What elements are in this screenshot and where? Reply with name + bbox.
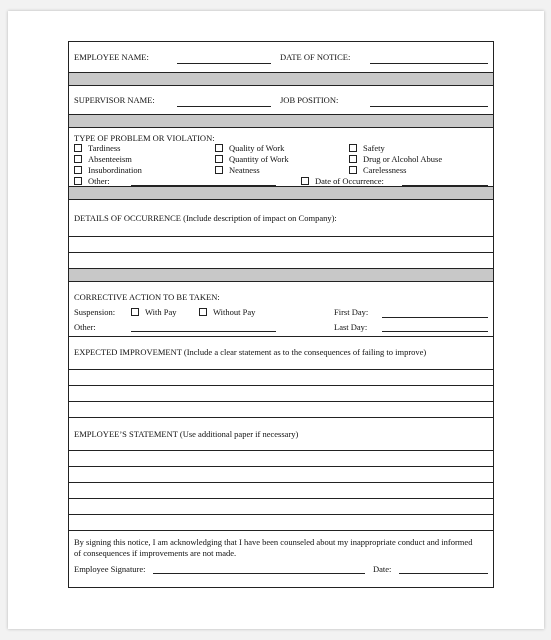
checkbox-icon [215,166,223,174]
details-line[interactable] [69,237,493,253]
supervisor-name-label: SUPERVISOR NAME: [74,95,155,105]
checkbox-quality-of-work[interactable] [215,143,284,153]
checkbox-icon [215,144,223,152]
checkbox-without-pay[interactable] [199,307,255,317]
first-day-label: First Day: [334,307,369,317]
section-divider [69,115,493,128]
problem-type-section [69,128,493,187]
statement-section [69,418,493,451]
checkbox-label: Drug or Alcohol Abuse [363,154,443,164]
checkbox-neatness[interactable] [215,165,260,175]
document-page [8,11,544,629]
checkbox-icon [301,177,309,185]
employee-signature-label: Employee Signature: [74,564,146,574]
suspension-label: Suspension: [74,307,116,317]
statement-line[interactable] [69,499,493,515]
section-divider [69,73,493,86]
signature-section [69,531,493,587]
last-day-label: Last Day: [334,322,368,332]
date-of-occurrence-field[interactable] [402,185,488,186]
checkbox-label: Quality of Work [229,143,285,153]
checkbox-icon [199,308,207,316]
statement-line[interactable] [69,483,493,499]
section-divider [69,269,493,282]
checkbox-tardiness[interactable] [74,143,120,153]
supervisor-name-field[interactable] [177,106,271,107]
checkbox-label: Insubordination [88,165,142,175]
problem-type-title: TYPE OF PROBLEM OR VIOLATION: [74,133,215,143]
checkbox-label: Quantity of Work [229,154,289,164]
checkbox-icon [74,155,82,163]
checkbox-icon [349,166,357,174]
signature-date-field[interactable] [399,573,488,574]
checkbox-other[interactable] [74,176,110,186]
improvement-title: EXPECTED IMPROVEMENT (Include a clear statement as to the consequences of failing to improve) [74,347,427,357]
date-of-notice-label: DATE OF NOTICE: [280,52,351,62]
first-day-field[interactable] [382,317,488,318]
employee-name-field[interactable] [177,63,271,64]
date-of-occurrence-label: Date of Occurrence: [315,176,384,186]
checkbox-insubordination[interactable] [74,165,142,175]
supervisor-row [69,86,493,115]
checkbox-label: Safety [363,143,385,153]
checkbox-with-pay[interactable] [131,307,177,317]
date-of-notice-field[interactable] [370,63,488,64]
checkbox-drug-alcohol-abuse[interactable] [349,154,442,164]
signature-date-label: Date: [373,564,392,574]
statement-title: EMPLOYEE’S STATEMENT (Use additional paper if necessary) [74,429,299,439]
statement-line[interactable] [69,467,493,483]
improvement-line[interactable] [69,370,493,386]
checkbox-label: Other: [88,176,110,186]
details-section [69,200,493,237]
improvement-line[interactable] [69,386,493,402]
improvement-section [69,337,493,370]
details-title: DETAILS OF OCCURRENCE (Include description of impact on Company): [74,213,337,223]
employee-signature-field[interactable] [153,573,365,574]
corrective-action-section [69,282,493,337]
checkbox-label: Neatness [229,165,260,175]
checkbox-label: Tardiness [88,143,121,153]
checkbox-safety[interactable] [349,143,385,153]
improvement-line[interactable] [69,402,493,418]
employee-name-label: EMPLOYEE NAME: [74,52,149,62]
checkbox-icon [74,166,82,174]
checkbox-carelessness[interactable] [349,165,406,175]
other-action-label: Other: [74,322,96,332]
job-position-label: JOB POSITION: [280,95,339,105]
checkbox-label: With Pay [145,307,177,317]
checkbox-icon [349,155,357,163]
checkbox-icon [74,144,82,152]
acknowledgement-text: By signing this notice, I am acknowledging that I have been counseled about my inappropriate conduct and informed of consequences if improvements are not made. [74,537,473,558]
statement-line[interactable] [69,515,493,531]
corrective-action-title: CORRECTIVE ACTION TO BE TAKEN: [74,292,220,302]
checkbox-date-of-occurrence[interactable] [301,176,384,186]
checkbox-quantity-of-work[interactable] [215,154,289,164]
other-action-field[interactable] [131,331,276,332]
details-line[interactable] [69,253,493,269]
section-divider [69,187,493,200]
checkbox-icon [74,177,82,185]
checkbox-label: Without Pay [213,307,256,317]
other-problem-field[interactable] [131,185,276,186]
checkbox-icon [349,144,357,152]
employee-name-row [69,42,493,73]
checkbox-label: Absenteeism [88,154,132,164]
checkbox-absenteeism[interactable] [74,154,132,164]
checkbox-icon [215,155,223,163]
checkbox-label: Carelessness [363,165,407,175]
job-position-field[interactable] [370,106,488,107]
disciplinary-form [68,41,494,588]
checkbox-icon [131,308,139,316]
statement-line[interactable] [69,451,493,467]
last-day-field[interactable] [382,331,488,332]
